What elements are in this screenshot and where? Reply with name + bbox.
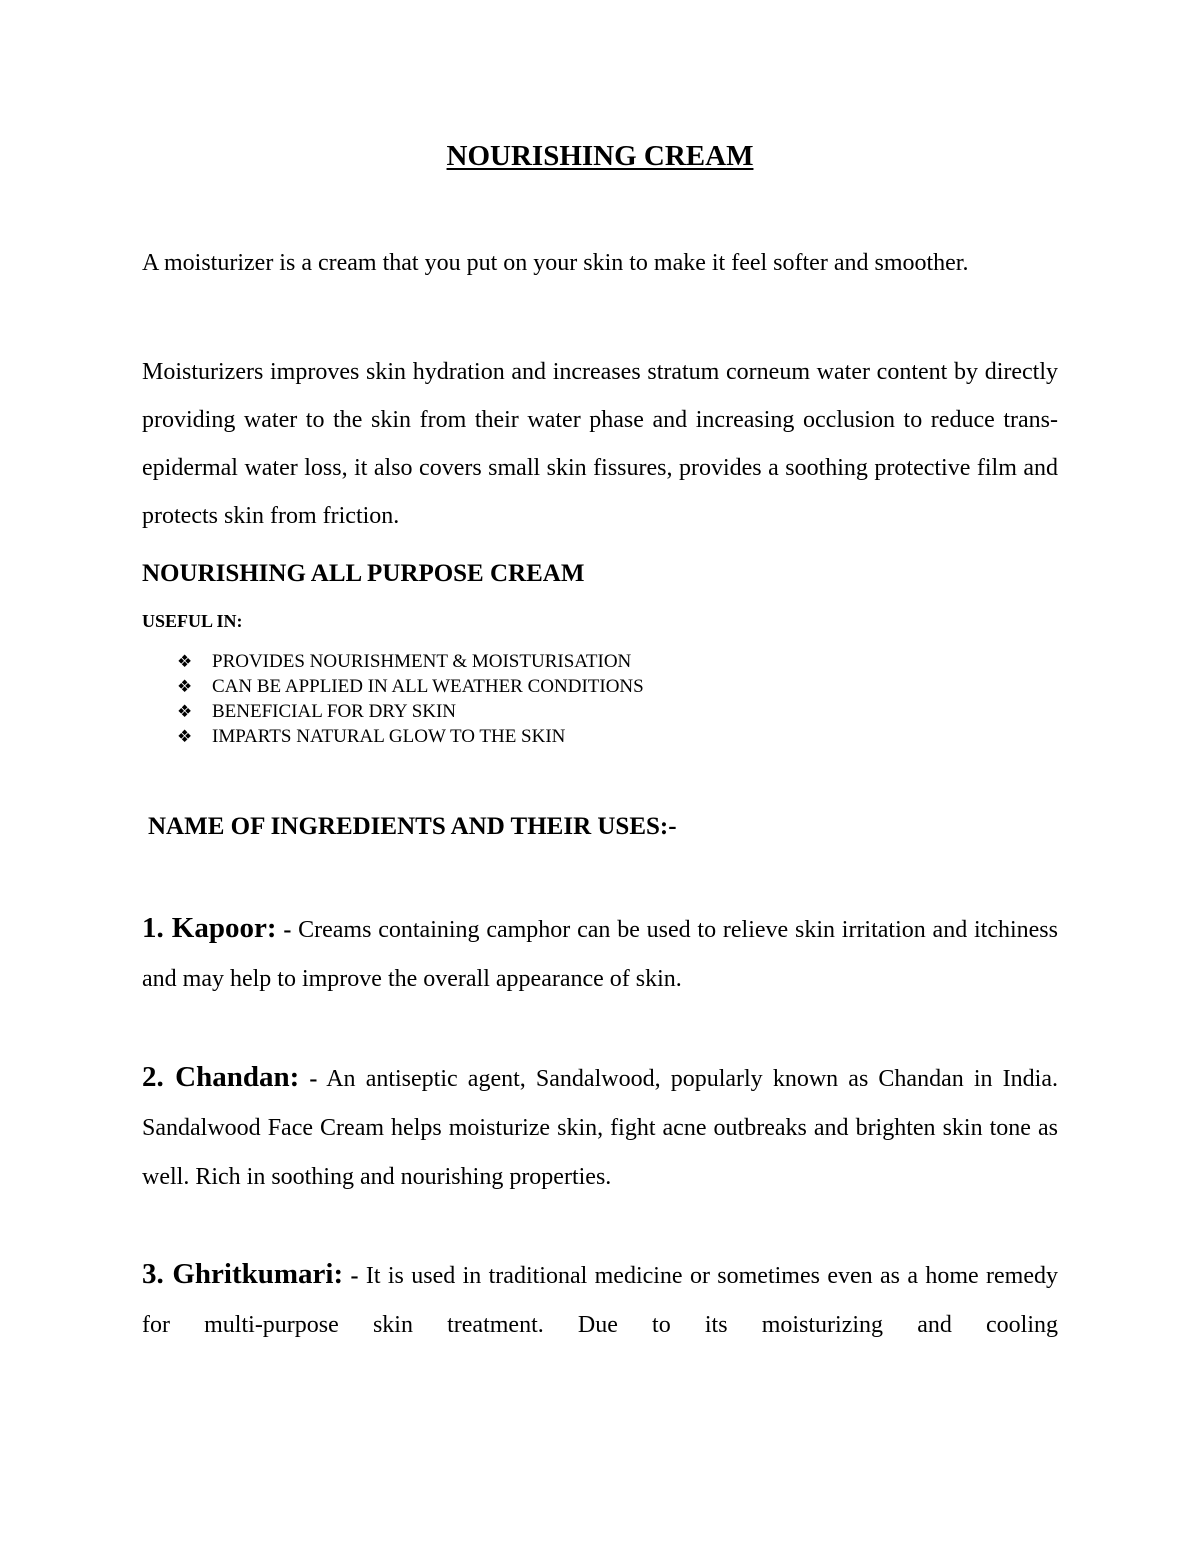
document-title-text: NOURISHING CREAM — [446, 140, 754, 172]
document-title — [0, 140, 1200, 173]
ingredient-description: Creams containing camphor can be used to relieve skin irritation and itchiness and may help to improve the overall appearance of skin. — [142, 917, 1058, 992]
diamond-bullet-icon: ❖ — [177, 652, 193, 671]
ingredients-heading: NAME OF INGREDIENTS AND THEIR USES:- — [148, 813, 677, 840]
list-item — [177, 724, 644, 749]
ingredient-chandan — [142, 1053, 1058, 1202]
ingredient-name: 3. Ghritkumari: — [142, 1258, 344, 1290]
section-heading: NOURISHING ALL PURPOSE CREAM — [142, 560, 585, 587]
ingredient-description: An antiseptic agent, Sandalwood, popularly known as Chandan in India. Sandalwood Face Cream helps moisturize skin, fight acne outbreaks and brighten skin tone as well. Rich in soothing and nourishing properties. — [142, 1066, 1058, 1190]
ingredient-dash: - — [299, 1066, 318, 1092]
intro-paragraph-2: Moisturizers improves skin hydration and increases stratum corneum water content by directly providing water to the skin from their water phase and increasing occlusion to reduce trans-epidermal water loss, it also covers small skin fissures, provides a soothing protective film and protects skin from friction. — [142, 359, 1058, 529]
ingredient-ghritkumari — [142, 1250, 1058, 1350]
useful-in-label: USEFUL IN: — [142, 611, 243, 631]
intro-paragraph-1: A moisturizer is a cream that you put on your skin to make it feel softer and smoother. — [142, 250, 969, 276]
list-item — [177, 674, 644, 699]
ingredient-kapoor — [142, 904, 1058, 1004]
diamond-bullet-icon: ❖ — [177, 702, 193, 721]
list-item-text: IMPARTS NATURAL GLOW TO THE SKIN — [212, 726, 566, 747]
ingredient-dash: - — [276, 917, 292, 943]
ingredient-name: 2. Chandan: — [142, 1061, 300, 1093]
ingredient-description: It is used in traditional medicine or sometimes even as a home remedy for multi-purpose skin treatment. Due to its moisturizing and cooling — [142, 1263, 1058, 1338]
list-item — [177, 699, 644, 724]
list-item-text: PROVIDES NOURISHMENT & MOISTURISATION — [212, 651, 632, 672]
list-item — [177, 649, 644, 674]
ingredient-name: 1. Kapoor: — [142, 912, 277, 944]
ingredient-dash: - — [343, 1263, 359, 1289]
list-item-text: BENEFICIAL FOR DRY SKIN — [212, 701, 457, 722]
diamond-bullet-icon: ❖ — [177, 727, 193, 746]
benefits-list — [177, 649, 644, 749]
list-item-text: CAN BE APPLIED IN ALL WEATHER CONDITIONS — [212, 676, 644, 697]
diamond-bullet-icon: ❖ — [177, 677, 193, 696]
